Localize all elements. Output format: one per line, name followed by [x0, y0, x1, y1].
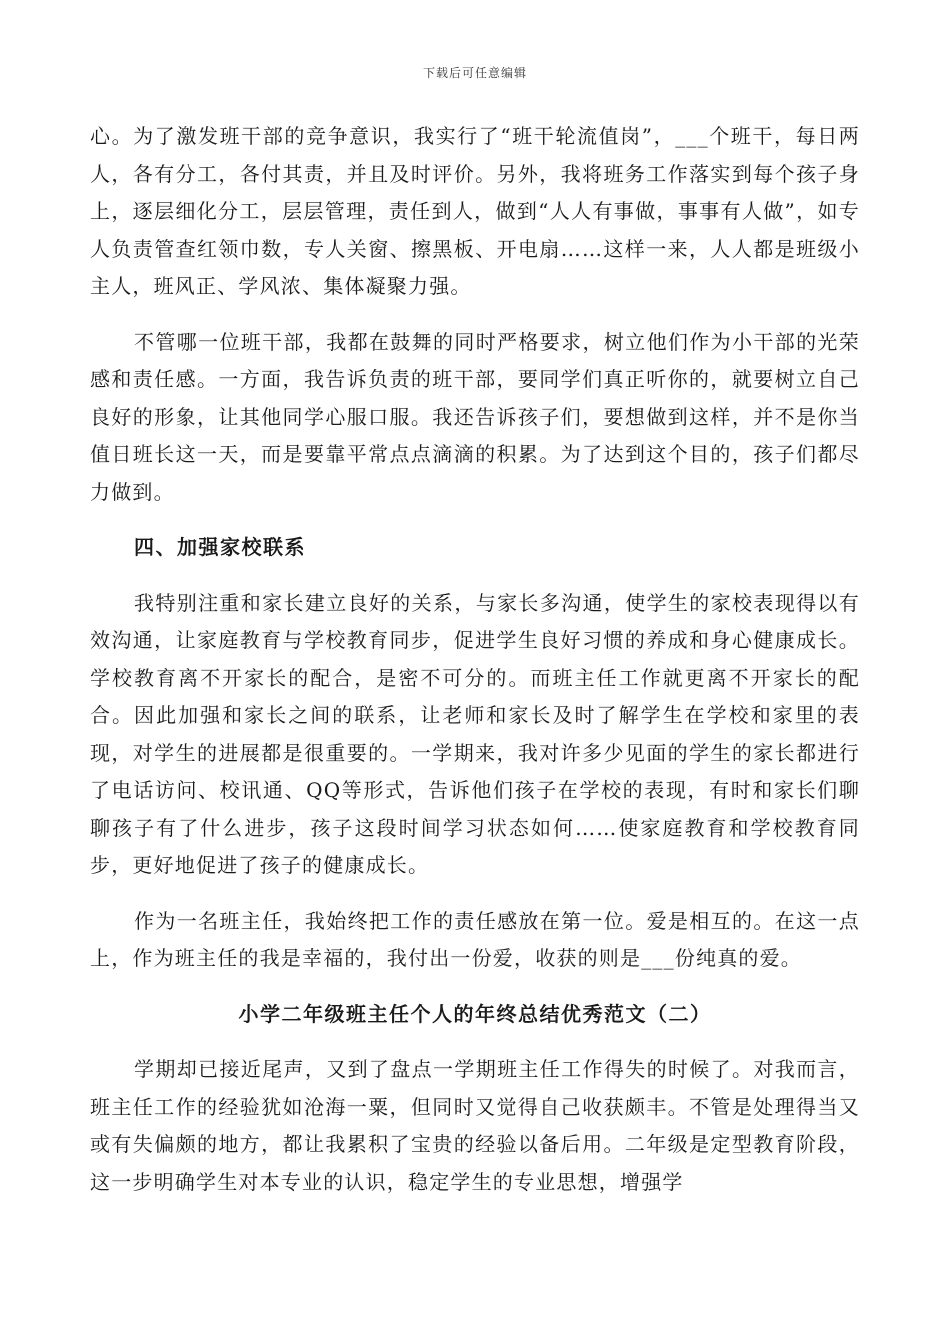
paragraph: 心。为了激发班干部的竞争意识，我实行了“班干轮流值岗”，___个班干，每日两人，各有分工，各付其责，并且及时评价。另外，我将班务工作落实到每个孩子身上，逐层细化分工，层层管理，责任到人，做到“人人有事做，事事有人做”，如专人负责管查红领巾数，专人关窗、擦黑板、开电扇……这样一来，人人都是班级小主人，班风正、学风浓、集体凝聚力强。: [90, 124, 860, 298]
paragraph: 不管哪一位班干部，我都在鼓舞的同时严格要求，树立他们作为小干部的光荣感和责任感。一方面，我告诉负责的班干部，要同学们真正听你的，就要树立自己良好的形象，让其他同学心服口服。我还告诉孩子们，要想做到这样，并不是你当值日班长这一天，而是要靠平常点点滴滴的积累。为了达到这个目的，孩子们都尽力做到。: [90, 329, 860, 504]
document-body: [90, 118, 860, 1219]
paragraph: 我特别注重和家长建立良好的关系，与家长多沟通，使学生的家校表现得以有效沟通，让家庭教育与学校教育同步，促进学生良好习惯的养成和身心健康成长。学校教育离不开家长的配合，是密不可分的。而班主任工作就更离不开家长的配合。因此加强和家长之间的联系，让老师和家长及时了解学生在学校和家里的表现，对学生的进展都是很重要的。一学期来，我对许多少见面的学生的家长都进行了电话访问、校讯通、QQ等形式，告诉他们孩子在学校的表现，有时和家长们聊聊孩子有了什么进步，孩子这段时间学习状态如何……使家庭教育和学校教育同步，更好地促进了孩子的健康成长。: [90, 590, 860, 877]
article-title: 小学二年级班主任个人的年终总结优秀范文（二）: [238, 1001, 712, 1026]
page-header: 下载后可任意编辑: [422, 66, 527, 80]
paragraph: 作为一名班主任，我始终把工作的责任感放在第一位。爱是相互的。在这一点上，作为班主任的我是幸福的，我付出一份爱，收获的则是___份纯真的爱。: [90, 908, 860, 970]
paragraph: 学期却已接近尾声，又到了盘点一学期班主任工作得失的时候了。对我而言，班主任工作的经验犹如沧海一粟，但同时又觉得自己收获颇丰。不管是处理得当又或有失偏颇的地方，都让我累积了宝贵的经验以备后用。二年级是定型教育阶段，这一步明确学生对本专业的认识，稳定学生的专业思想，增强学: [90, 1057, 860, 1194]
section-heading: 四、加强家校联系: [134, 535, 306, 559]
